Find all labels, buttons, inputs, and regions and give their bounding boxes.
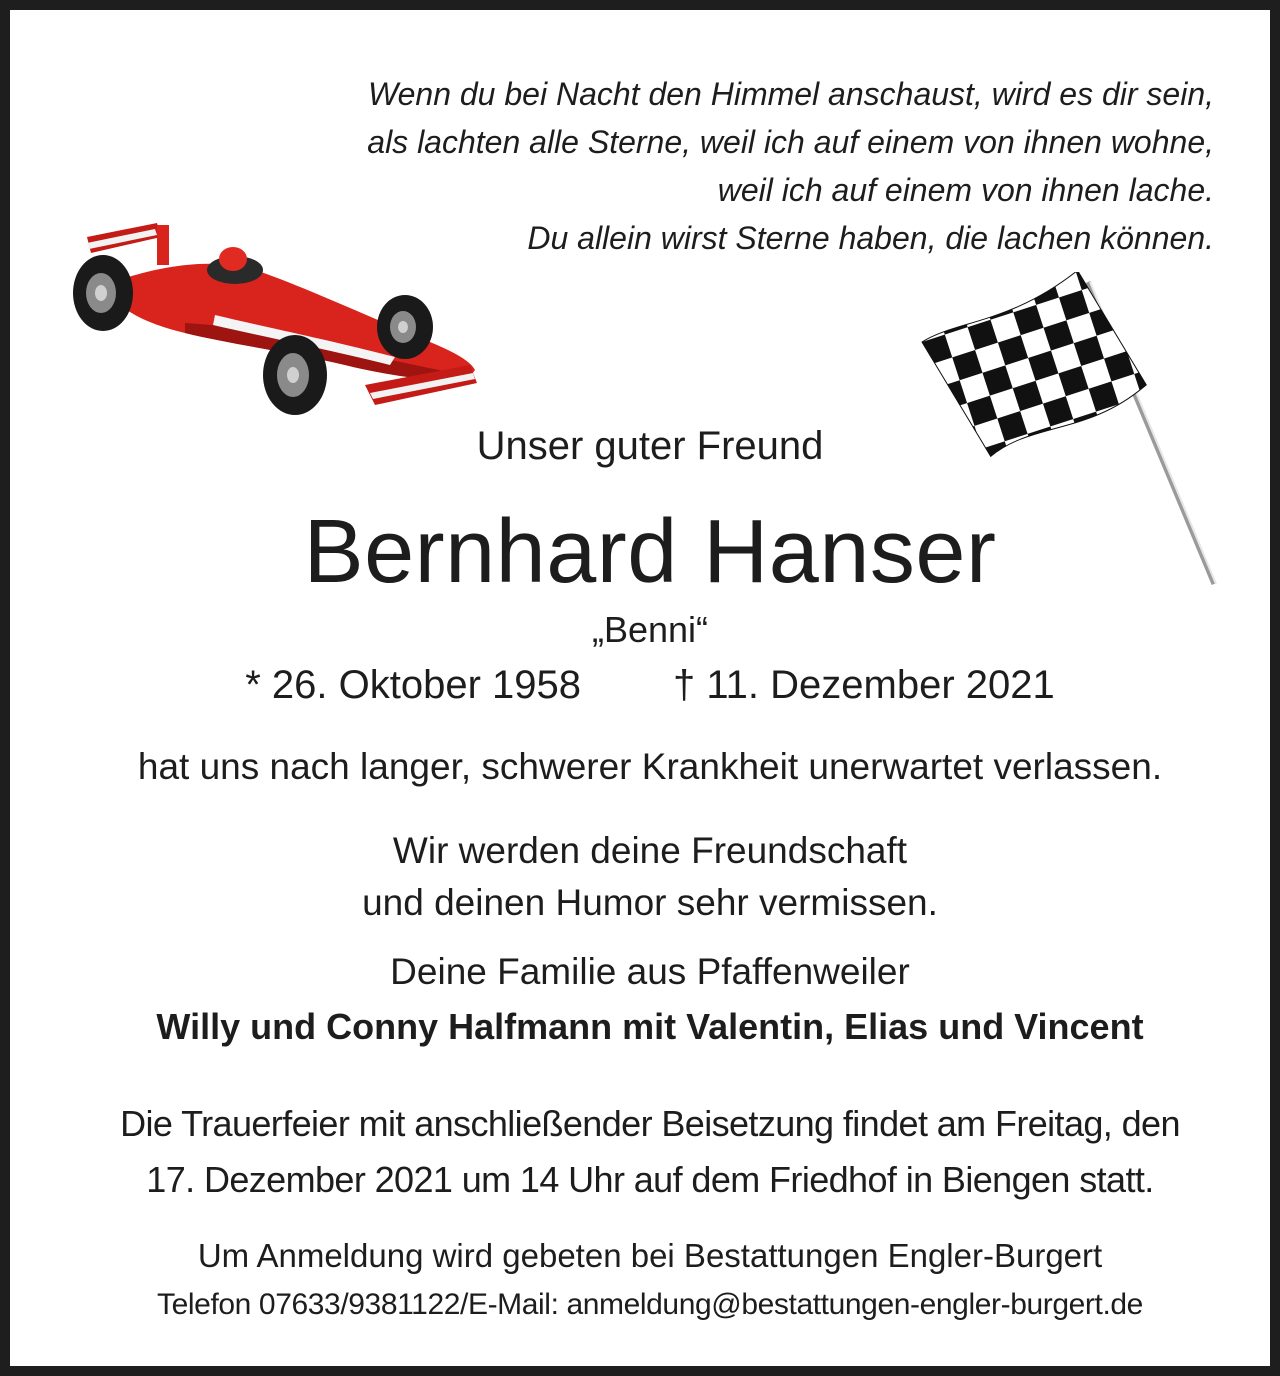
funeral-info [10, 1096, 1280, 1208]
remembrance-text [10, 825, 1280, 929]
race-car-icon [65, 215, 480, 425]
contact-details: Telefon 07633/9381122/E-Mail: anmeldung@bestattungen-engler-burgert.de [157, 1288, 1143, 1321]
funeral-line: 17. Dezember 2021 um 14 Uhr auf dem Friedhof in Biengen statt. [146, 1159, 1154, 1200]
funeral-line: Die Trauerfeier mit anschließender Beisetzung findet am Freitag, den [120, 1103, 1180, 1144]
quote-line: Du allein wirst Sterne haben, die lachen können. [527, 220, 1214, 256]
message-text: hat uns nach langer, schwerer Krankheit unerwartet verlassen. [137, 746, 1163, 787]
nickname: „Benni“ [591, 609, 709, 650]
life-dates [10, 660, 1280, 710]
birth-date: * 26. Oktober 1958 [245, 663, 582, 707]
intro-text: Unser guter Freund [476, 424, 824, 468]
quote-line: als lachten alle Sterne, weil ich auf einem von ihnen wohne, [367, 124, 1214, 160]
quote-block [367, 70, 1214, 262]
remembrance-line: und deinen Humor sehr vermissen. [362, 882, 938, 923]
quote-line: Wenn du bei Nacht den Himmel anschaust, wird es dir sein, [367, 76, 1214, 112]
quote-line: weil ich auf einem von ihnen lache. [717, 172, 1214, 208]
signature-names: Willy und Conny Halfmann mit Valentin, Elias und Vincent [156, 1006, 1144, 1047]
deceased-name: Bernhard Hanser [303, 502, 997, 602]
remembrance-line: Wir werden deine Freundschaft [392, 830, 908, 871]
signature-from: Deine Familie aus Pfaffenweiler [390, 951, 910, 992]
death-date: † 11. Dezember 2021 [673, 663, 1055, 707]
contact-info: Um Anmeldung wird gebeten bei Bestattungen Engler-Burgert [197, 1237, 1103, 1274]
